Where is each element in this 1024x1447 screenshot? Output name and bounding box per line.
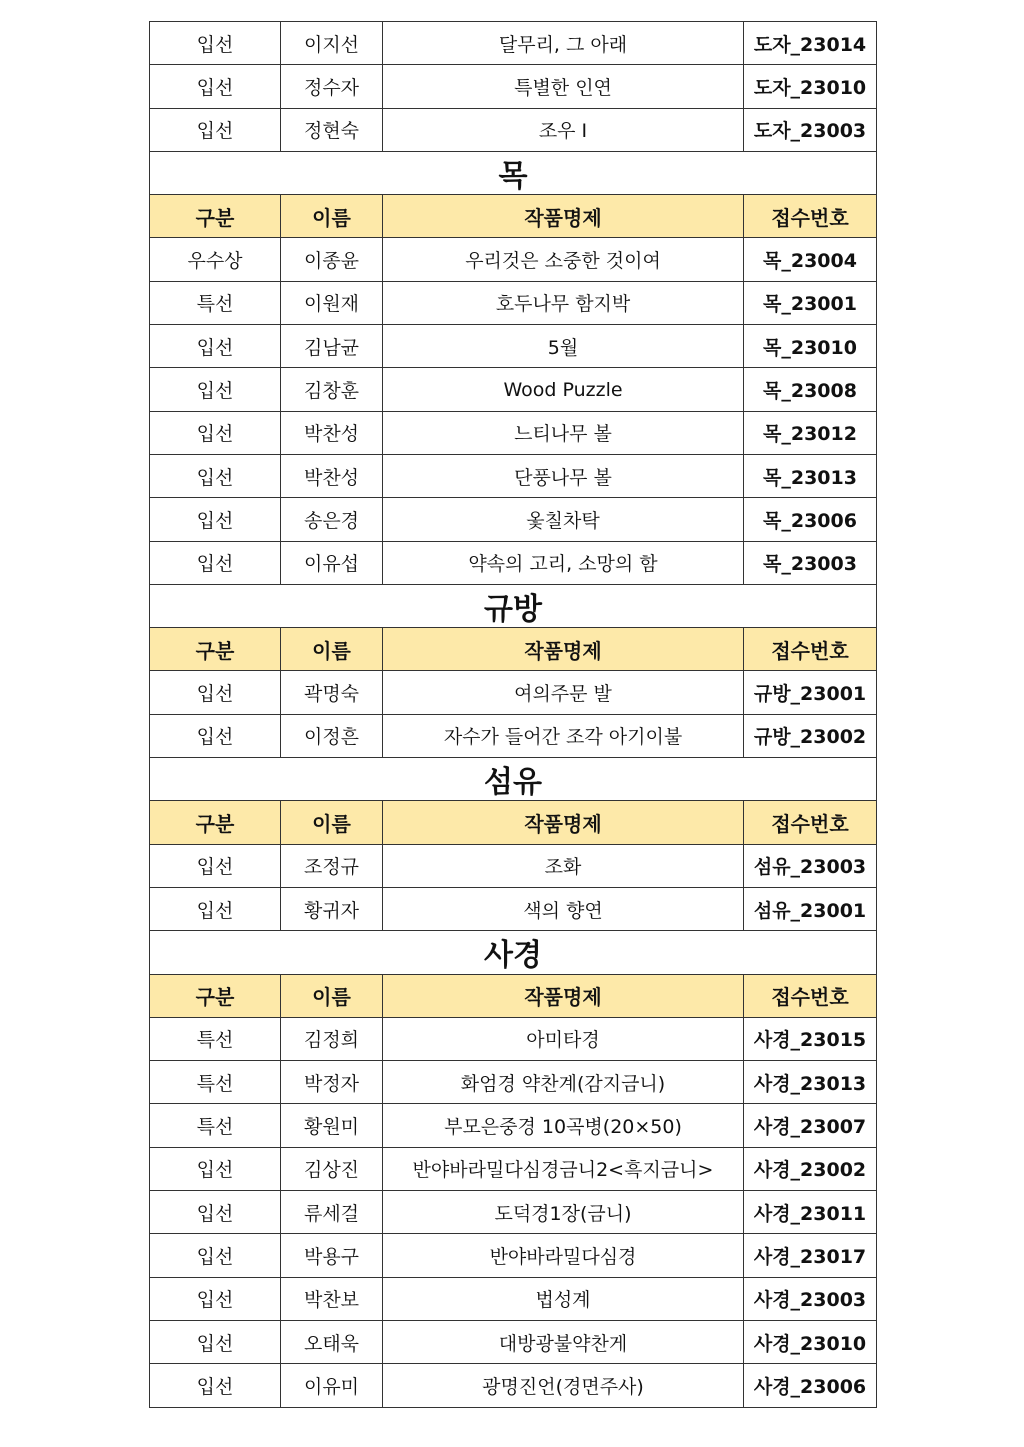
title-cell: 약속의 고리, 소망의 함: [383, 542, 744, 584]
name-cell: 박정자: [281, 1061, 383, 1103]
name-cell: 조정규: [281, 845, 383, 887]
category-cell: 입선: [150, 671, 281, 713]
category-cell: 구분: [150, 628, 281, 670]
header-row: [150, 975, 876, 1018]
number-cell: 접수번호: [771, 985, 849, 1010]
category-cell: 입선: [150, 1148, 281, 1190]
title-cell: 여의주문 발: [383, 671, 744, 713]
name-cell: 박용구: [281, 1234, 383, 1276]
number-cell: 규방_23002: [753, 726, 867, 749]
header-row: [150, 628, 876, 671]
table-row: [150, 325, 876, 368]
category-cell: 특선: [150, 1018, 281, 1060]
table-row: [150, 65, 876, 108]
table-row: [150, 1234, 876, 1277]
title-cell: 반야바라밀다심경: [383, 1234, 744, 1276]
section-title: 사경: [150, 931, 876, 974]
table-row: [150, 1148, 876, 1191]
title-cell: 부모은중경 10곡병(20×50): [383, 1104, 744, 1146]
number-cell: 목_23001: [763, 293, 857, 316]
category-cell: 특선: [150, 1061, 281, 1103]
number-cell: 사경_23006: [753, 1375, 867, 1398]
table-row: [150, 715, 876, 758]
name-cell: 김창훈: [281, 368, 383, 410]
number-cell: 사경_23017: [753, 1245, 867, 1268]
category-cell: 특선: [150, 282, 281, 324]
number-cell: 사경_23015: [753, 1029, 867, 1052]
title-cell: 느티나무 볼: [383, 412, 744, 454]
number-cell: 접수번호: [771, 205, 849, 230]
name-cell: 이유섭: [281, 542, 383, 584]
title-cell: Wood Puzzle: [383, 368, 744, 410]
table-row: [150, 109, 876, 152]
number-cell: 섬유_23003: [753, 856, 867, 879]
name-cell: 오태욱: [281, 1321, 383, 1363]
table-row: [150, 22, 876, 65]
name-cell: 이종윤: [281, 238, 383, 280]
name-cell: 이름: [281, 628, 383, 670]
number-cell: 목_23004: [763, 250, 857, 273]
number-cell: 사경_23003: [753, 1289, 867, 1312]
number-cell: 목_23013: [763, 466, 857, 489]
category-cell: 구분: [150, 801, 281, 843]
section-title: 섬유: [150, 758, 876, 801]
name-cell: 이름: [281, 195, 383, 237]
title-cell: 색의 향연: [383, 888, 744, 930]
category-cell: 입선: [150, 498, 281, 540]
category-cell: 입선: [150, 845, 281, 887]
table-row: [150, 1104, 876, 1147]
title-cell: 화엄경 약찬계(감지금니): [383, 1061, 744, 1103]
name-cell: 이정흔: [281, 715, 383, 757]
title-cell: 작품명제: [383, 801, 744, 843]
name-cell: 정수자: [281, 65, 383, 107]
category-cell: 입선: [150, 1191, 281, 1233]
category-cell: 우수상: [150, 238, 281, 280]
category-cell: 특선: [150, 1104, 281, 1146]
title-cell: 아미타경: [383, 1018, 744, 1060]
table-row: [150, 282, 876, 325]
table-row: [150, 1061, 876, 1104]
title-cell: 반야바라밀다심경금니2<흑지금니>: [383, 1148, 744, 1190]
table-row: [150, 1364, 876, 1407]
name-cell: 박찬성: [281, 412, 383, 454]
name-cell: 송은경: [281, 498, 383, 540]
category-cell: 입선: [150, 1278, 281, 1320]
title-cell: 도덕경1장(금니): [383, 1191, 744, 1233]
number-cell: 사경_23002: [753, 1159, 867, 1182]
header-row: [150, 801, 876, 844]
section-title: 규방: [150, 585, 876, 628]
awards-table: [149, 21, 877, 1408]
number-cell: 사경_23010: [753, 1332, 867, 1355]
number-cell: 도자_23010: [753, 76, 867, 99]
number-cell: 목_23003: [763, 553, 857, 576]
title-cell: 5월: [383, 325, 744, 367]
title-cell: 조우 I: [383, 109, 744, 151]
table-row: [150, 368, 876, 411]
number-cell: 목_23008: [763, 380, 857, 403]
title-cell: 대방광불약찬게: [383, 1321, 744, 1363]
category-cell: 입선: [150, 109, 281, 151]
name-cell: 정현숙: [281, 109, 383, 151]
table-row: [150, 498, 876, 541]
section-title: 목: [150, 152, 876, 195]
title-cell: 조화: [383, 845, 744, 887]
name-cell: 이름: [281, 801, 383, 843]
name-cell: 박찬성: [281, 455, 383, 497]
title-cell: 호두나무 함지박: [383, 282, 744, 324]
title-cell: 작품명제: [383, 628, 744, 670]
name-cell: 이름: [281, 975, 383, 1017]
number-cell: 규방_23001: [753, 683, 867, 706]
number-cell: 도자_23014: [753, 33, 867, 56]
category-cell: 입선: [150, 542, 281, 584]
category-cell: 입선: [150, 325, 281, 367]
name-cell: 김남균: [281, 325, 383, 367]
name-cell: 이유미: [281, 1364, 383, 1406]
title-cell: 광명진언(경면주사): [383, 1364, 744, 1406]
category-cell: 입선: [150, 455, 281, 497]
number-cell: 목_23006: [763, 509, 857, 532]
table-row: [150, 412, 876, 455]
name-cell: 이지선: [281, 22, 383, 64]
name-cell: 김상진: [281, 1148, 383, 1190]
number-cell: 접수번호: [771, 638, 849, 663]
title-cell: 작품명제: [383, 195, 744, 237]
category-cell: 입선: [150, 412, 281, 454]
category-cell: 입선: [150, 22, 281, 64]
table-row: [150, 671, 876, 714]
name-cell: 김정희: [281, 1018, 383, 1060]
table-row: [150, 1321, 876, 1364]
category-cell: 입선: [150, 1234, 281, 1276]
number-cell: 목_23010: [763, 336, 857, 359]
category-cell: 입선: [150, 715, 281, 757]
title-cell: 단풍나무 볼: [383, 455, 744, 497]
name-cell: 황원미: [281, 1104, 383, 1146]
table-row: [150, 1018, 876, 1061]
category-cell: 구분: [150, 195, 281, 237]
name-cell: 황귀자: [281, 888, 383, 930]
number-cell: 사경_23011: [753, 1202, 867, 1225]
category-cell: 입선: [150, 1364, 281, 1406]
table-row: [150, 888, 876, 931]
name-cell: 류세걸: [281, 1191, 383, 1233]
name-cell: 박찬보: [281, 1278, 383, 1320]
title-cell: 우리것은 소중한 것이여: [383, 238, 744, 280]
table-row: [150, 455, 876, 498]
category-cell: 구분: [150, 975, 281, 1017]
table-row: [150, 238, 876, 281]
category-cell: 입선: [150, 368, 281, 410]
number-cell: 사경_23007: [753, 1116, 867, 1139]
table-row: [150, 845, 876, 888]
category-cell: 입선: [150, 1321, 281, 1363]
category-cell: 입선: [150, 65, 281, 107]
title-cell: 법성계: [383, 1278, 744, 1320]
title-cell: 달무리, 그 아래: [383, 22, 744, 64]
number-cell: 섬유_23001: [753, 899, 867, 922]
number-cell: 도자_23003: [753, 120, 867, 143]
title-cell: 작품명제: [383, 975, 744, 1017]
title-cell: 자수가 들어간 조각 아기이불: [383, 715, 744, 757]
number-cell: 사경_23013: [753, 1072, 867, 1095]
title-cell: 특별한 인연: [383, 65, 744, 107]
number-cell: 목_23012: [763, 423, 857, 446]
category-cell: 입선: [150, 888, 281, 930]
table-row: [150, 1191, 876, 1234]
table-row: [150, 542, 876, 585]
name-cell: 이원재: [281, 282, 383, 324]
table-row: [150, 1278, 876, 1321]
title-cell: 옻칠차탁: [383, 498, 744, 540]
number-cell: 접수번호: [771, 811, 849, 836]
name-cell: 곽명숙: [281, 671, 383, 713]
header-row: [150, 195, 876, 238]
